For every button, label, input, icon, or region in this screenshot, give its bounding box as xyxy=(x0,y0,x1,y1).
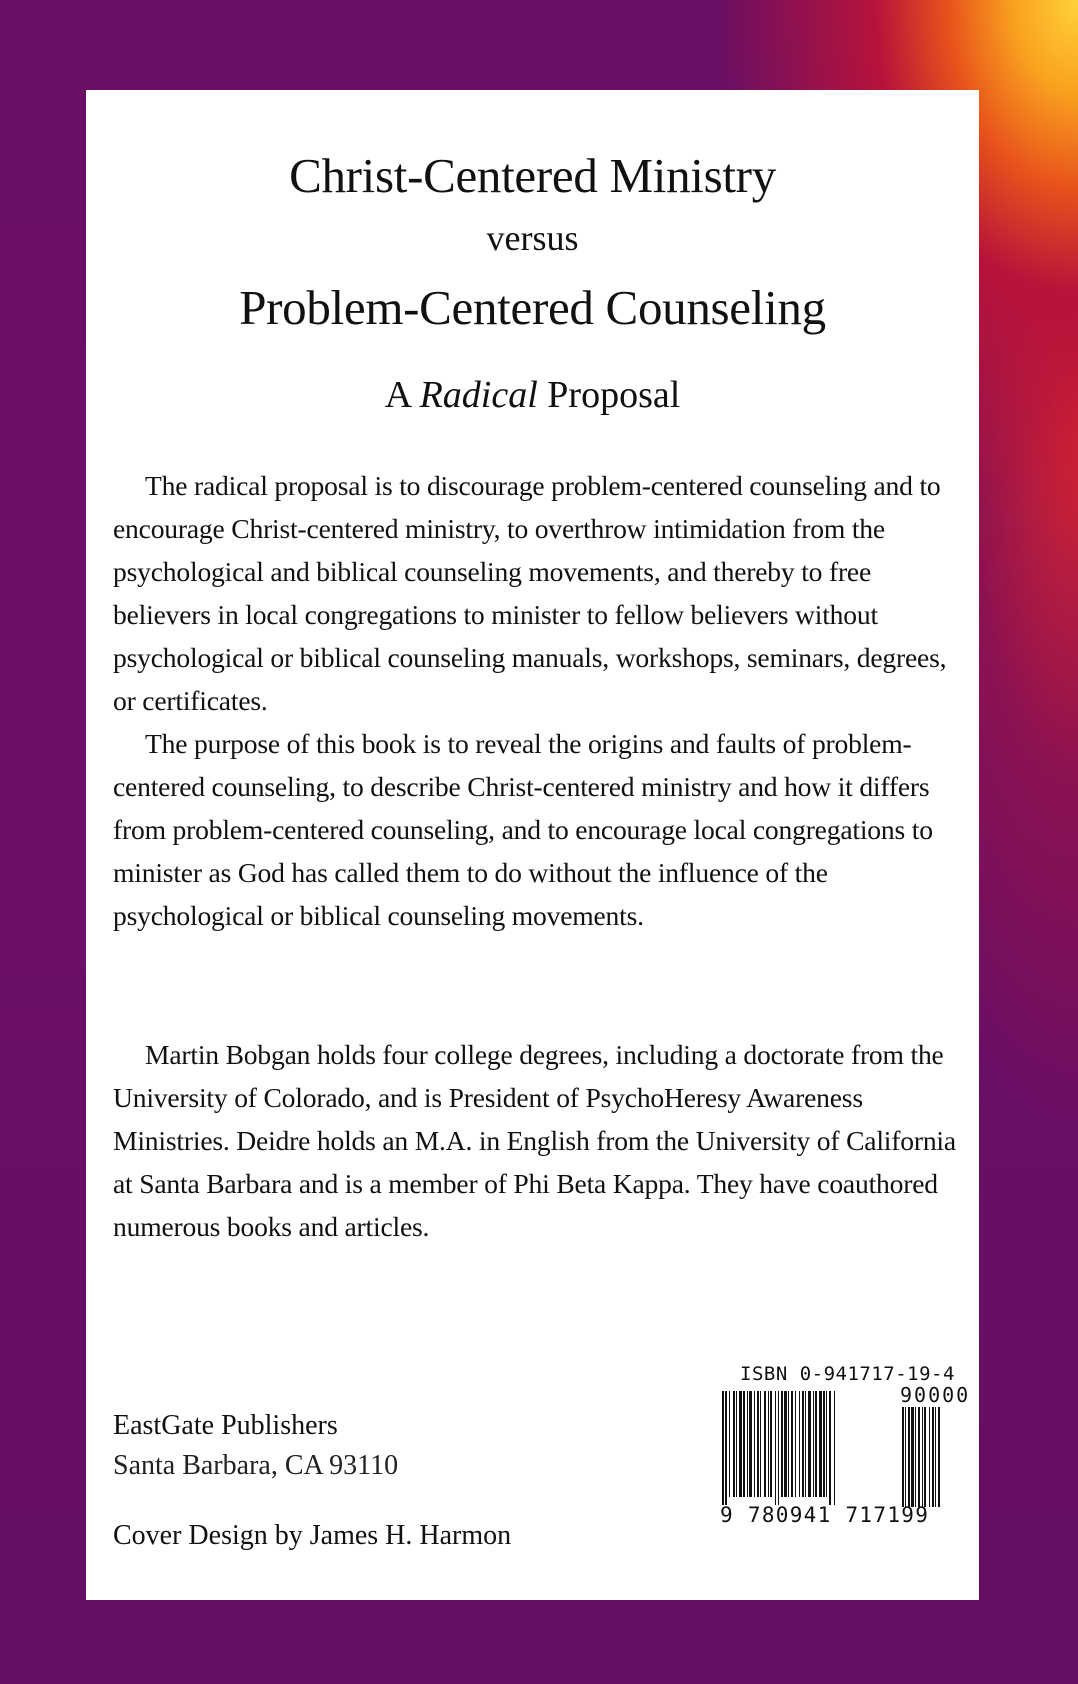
barcode-bar xyxy=(924,1407,926,1507)
barcode-bar xyxy=(760,1391,761,1497)
barcode-bar xyxy=(805,1391,806,1497)
publisher-block xyxy=(113,1406,398,1486)
subtitle-emphasis: Radical xyxy=(419,374,538,416)
barcode-bar xyxy=(722,1391,724,1505)
barcode-bar xyxy=(775,1391,776,1505)
barcode-bar xyxy=(791,1391,793,1497)
publisher-address: Santa Barbara, CA 93110 xyxy=(113,1450,399,1481)
barcode-bar xyxy=(915,1407,916,1507)
description-paragraph-1: The radical proposal is to discourage problem-centered counseling and to encourage Christ-centered ministry, to overthrow intimidation from the psychological and biblical counseling movements, and thereby to free believers in local congregations to minister to fellow believers without psychological or biblical counseling manuals, workshops, seminars, degrees, or certificates. xyxy=(113,470,947,716)
barcode-bar xyxy=(770,1391,772,1497)
barcode-bar xyxy=(813,1391,814,1497)
barcode-bar xyxy=(778,1391,779,1505)
barcode-bar xyxy=(929,1407,930,1507)
barcode-bar xyxy=(747,1391,748,1497)
barcode-bar xyxy=(736,1391,737,1497)
barcode-bar xyxy=(757,1391,759,1497)
ean-barcode xyxy=(722,1391,888,1509)
barcode-bar xyxy=(826,1391,827,1497)
subtitle-suffix: Proposal xyxy=(537,374,681,416)
barcode-bar xyxy=(784,1391,787,1497)
price-code: 90000 xyxy=(900,1383,971,1407)
barcode-bar xyxy=(743,1391,745,1497)
title-connector: versus xyxy=(486,218,579,258)
publisher-name: EastGate Publishers xyxy=(113,1410,338,1441)
back-cover-panel xyxy=(86,90,979,1600)
barcode-bar xyxy=(819,1391,822,1497)
barcode-bar xyxy=(799,1391,800,1497)
book-title-line-1: Christ-Centered Ministry xyxy=(289,148,776,203)
isbn-label: ISBN 0-941717-19-4 xyxy=(740,1363,955,1385)
ean-digits: 9 780941 717199 xyxy=(720,1503,930,1527)
barcode-bar xyxy=(733,1391,735,1497)
barcode-bar xyxy=(932,1407,934,1507)
subtitle-prefix: A xyxy=(384,374,420,416)
author-bio: Martin Bobgan holds four college degrees, including a doctorate from the University of Colorado, and is President of PsychoHeresy Awareness Ministries. Deidre holds an M.A. in English from the University of California at Santa Barbara and is a member of Phi Beta Kappa. They have coauthored numerous books and articles. xyxy=(113,1039,956,1242)
barcode-bar xyxy=(725,1391,727,1505)
barcode-bar xyxy=(938,1407,940,1507)
barcode-bar xyxy=(834,1391,835,1505)
book-title-line-2: Problem-Centered Counseling xyxy=(239,280,826,335)
barcode-bar xyxy=(781,1391,783,1497)
barcode-bar xyxy=(754,1391,755,1497)
barcode-bar xyxy=(802,1391,804,1497)
barcode-bar xyxy=(905,1407,906,1507)
barcode-bar xyxy=(823,1391,825,1497)
barcode-bar xyxy=(902,1407,904,1507)
barcode-bar xyxy=(808,1391,811,1497)
barcode-bar xyxy=(739,1391,742,1497)
barcode-bar xyxy=(922,1407,923,1507)
book-subtitle xyxy=(86,372,979,418)
barcode-bar xyxy=(749,1391,752,1497)
barcode-bar xyxy=(911,1407,914,1507)
cover-design-credit: Cover Design by James H. Harmon xyxy=(113,1520,512,1551)
barcode-bar xyxy=(815,1391,817,1497)
barcode-bar xyxy=(788,1391,789,1497)
barcode-bar xyxy=(908,1407,910,1507)
barcode-bar xyxy=(795,1391,796,1497)
barcode-bar xyxy=(764,1391,766,1497)
barcode-bar xyxy=(829,1391,831,1505)
barcode-bar xyxy=(918,1407,920,1507)
barcode-bar xyxy=(935,1407,936,1507)
barcode-bar xyxy=(768,1391,769,1497)
barcode-block xyxy=(632,1363,971,1563)
price-addon-barcode xyxy=(902,1407,950,1509)
description-paragraph-2: The purpose of this book is to reveal the origins and faults of problem-centered counseling, to describe Christ-centered ministry and how it differs from problem-centered counseling, and to encourage local congregations to minister as God has called them to do without the influence of the psychological or biblical counseling movements. xyxy=(113,728,933,931)
barcode-bar xyxy=(729,1391,730,1497)
